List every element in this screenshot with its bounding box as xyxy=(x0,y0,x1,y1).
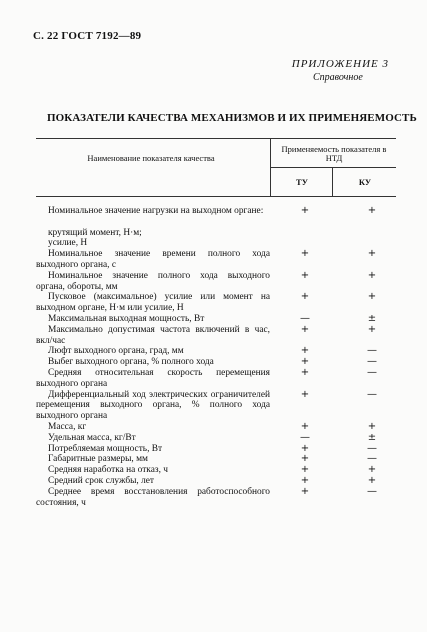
indicator-name: крутящий момент, Н·м; xyxy=(48,227,142,238)
applicability-ku: ± xyxy=(367,313,377,324)
applicability-ku: — xyxy=(367,453,377,465)
indicator-name: Номинальное значение полного хода выходного органа, обороты, мм xyxy=(36,270,270,292)
applicability-tu: + xyxy=(300,453,310,465)
applicability-tu: + xyxy=(300,205,310,216)
applicability-tu: + xyxy=(300,421,310,432)
applicability-tu: + xyxy=(300,367,310,378)
applicability-tu: + xyxy=(300,291,310,303)
document-title: ПОКАЗАТЕЛИ КАЧЕСТВА МЕХАНИЗМОВ И ИХ ПРИМЕНЯЕМОСТЬ xyxy=(47,112,417,124)
page-header-ref: С. 22 ГОСТ 7192—89 xyxy=(33,30,142,42)
indicator-name: Габаритные размеры, мм xyxy=(48,454,148,465)
indicator-name: усилие, Н xyxy=(48,238,88,249)
indicator-name: Максимальная выходная мощность, Вт xyxy=(48,314,205,324)
applicability-ku: + xyxy=(367,269,377,281)
indicator-name: Пусковое (максимальное) усилие или момент на выходном органе, Н·м или усилие, Н xyxy=(36,292,270,314)
indicator-name: Выбег выходного органа, % полного хода xyxy=(48,357,214,368)
applicability-ku: + xyxy=(367,323,377,335)
applicability-tu: — xyxy=(300,431,310,443)
table-top-rule xyxy=(36,138,396,139)
indicator-name: Средняя наработка на отказ, ч xyxy=(48,465,168,476)
appendix-title: ПРИЛОЖЕНИЕ 3 xyxy=(291,58,389,70)
applicability-ku: + xyxy=(367,421,377,432)
applicability-tu: + xyxy=(300,323,310,335)
indicator-name: Средняя относительная скорость перемещения выходного органа xyxy=(36,368,270,389)
table-subheader-rule xyxy=(270,167,396,168)
applicability-ku: — xyxy=(367,388,377,400)
applicability-ku: — xyxy=(367,345,377,357)
indicator-name: Средний срок службы, лет xyxy=(48,476,155,486)
applicability-ku: + xyxy=(367,291,377,303)
applicability-ku: — xyxy=(367,442,377,454)
indicator-name: Номинальное значение нагрузки на выходном органе: xyxy=(48,206,264,216)
applicability-ku: + xyxy=(367,475,377,486)
column-header-ku: КУ xyxy=(358,177,372,187)
applicability-ku: — xyxy=(367,485,377,497)
applicability-tu: + xyxy=(300,442,310,454)
applicability-tu: + xyxy=(300,475,310,486)
applicability-ku: — xyxy=(367,367,377,378)
indicator-name: Потребляемая мощность, Вт xyxy=(48,443,163,454)
applicability-tu: + xyxy=(300,485,310,497)
applicability-ku: — xyxy=(367,356,377,368)
applicability-tu: + xyxy=(300,345,310,357)
applicability-tu: + xyxy=(300,248,310,260)
appendix-subtitle: Справочное xyxy=(313,72,363,83)
table-header-bottom-rule xyxy=(36,196,396,197)
applicability-ku: + xyxy=(367,248,377,260)
indicator-name: Дифференциальный ход электрических ограничителей перемещения выходного органа, % полного хода выходного органа xyxy=(36,389,270,422)
indicator-name: Удельная масса, кг/Вт xyxy=(48,432,136,443)
indicator-name: Люфт выходного органа, град, мм xyxy=(48,346,184,357)
applicability-tu: + xyxy=(300,464,310,476)
applicability-ku: + xyxy=(367,464,377,476)
applicability-tu: + xyxy=(300,356,310,368)
indicator-name: Среднее время восстановления работоспособного состояния, ч xyxy=(36,486,270,508)
column-header-tu: ТУ xyxy=(296,177,308,187)
applicability-ku: + xyxy=(367,205,377,216)
column-header-applicability: Применяемость показателя в НТД xyxy=(281,144,387,163)
applicability-tu: — xyxy=(300,313,310,324)
indicator-name: Номинальное значение времени полного хода выходного органа, с xyxy=(36,249,270,270)
indicator-name: Максимально допустимая частота включений в час, вкл/час xyxy=(36,324,270,346)
applicability-tu: + xyxy=(300,388,310,400)
indicator-name: Масса, кг xyxy=(48,422,87,432)
table-subcolumn-divider xyxy=(332,168,333,196)
applicability-ku: ± xyxy=(367,431,377,443)
column-header-name: Наименование показателя качества xyxy=(87,153,215,163)
applicability-tu: + xyxy=(300,269,310,281)
